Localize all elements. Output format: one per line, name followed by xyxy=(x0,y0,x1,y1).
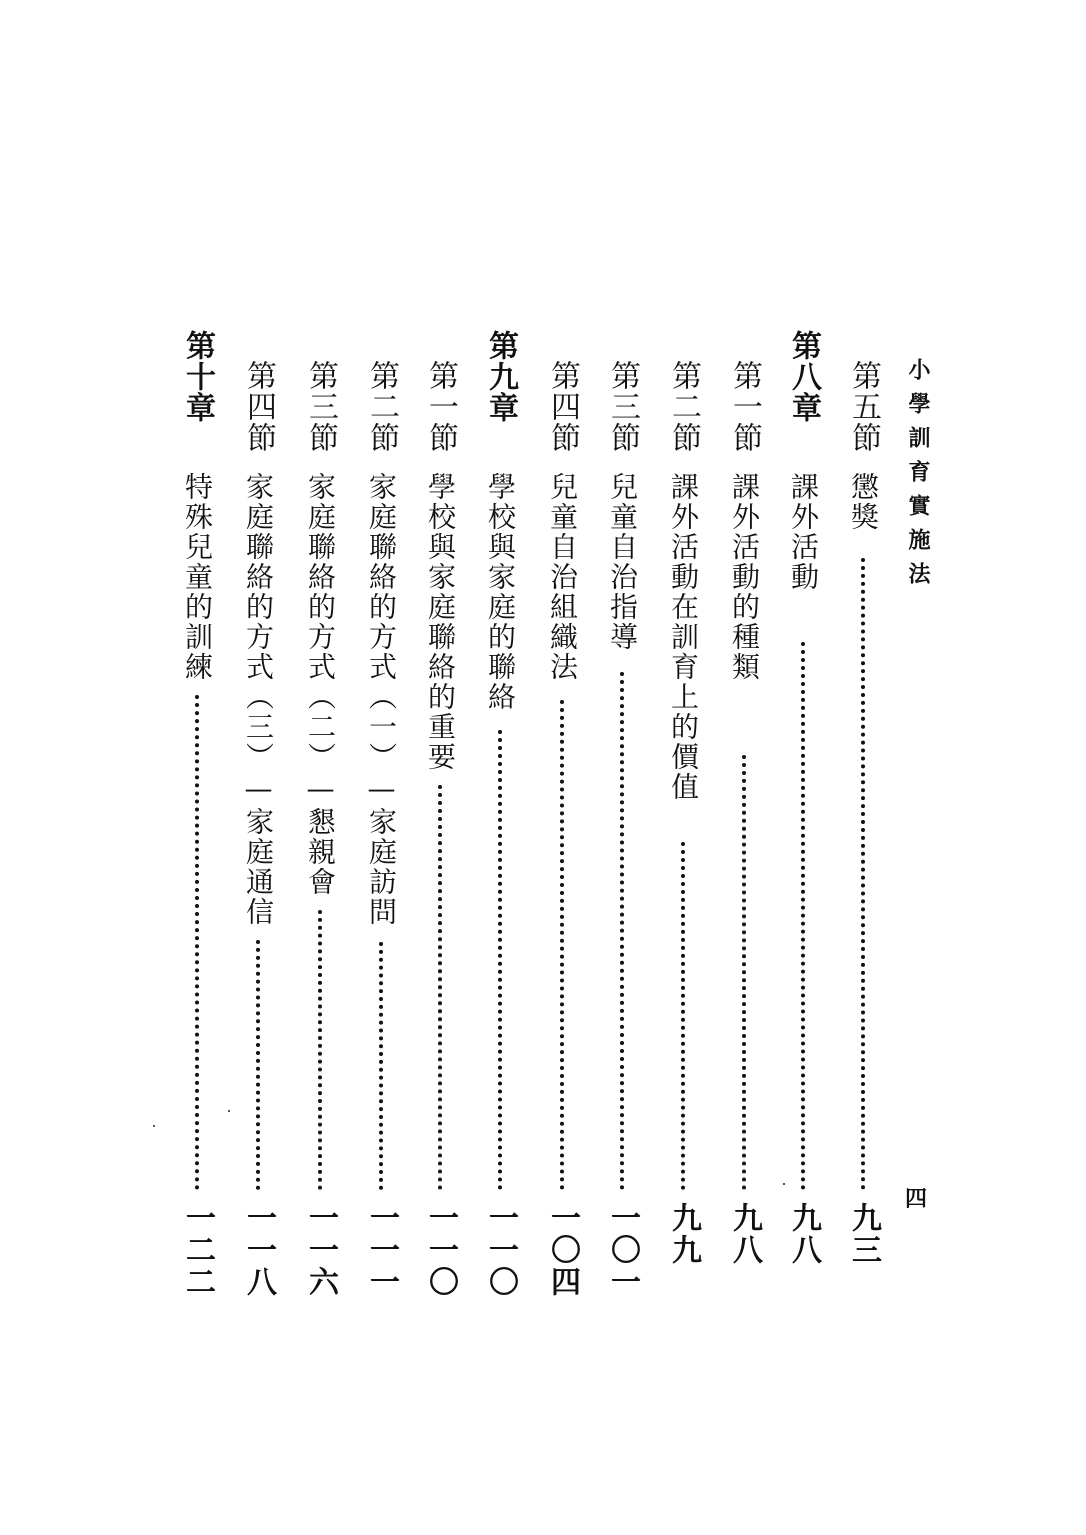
dot-leader xyxy=(195,695,203,1190)
toc-entry-chapter xyxy=(177,330,217,1310)
toc-entry-label: 第八章 xyxy=(786,330,821,423)
toc-entry xyxy=(724,330,764,1310)
running-header-page-number: 四 xyxy=(905,1186,928,1212)
toc-entry-label: 第三節 xyxy=(605,360,640,453)
toc-entry xyxy=(300,330,340,1310)
toc-entry-label: 第四節 xyxy=(545,360,580,453)
running-header-title: 小學訓育實施法 xyxy=(905,358,931,596)
toc-entry-title: 學校與家庭的聯絡 xyxy=(484,472,517,712)
toc-entry-label: 第三節 xyxy=(303,360,338,453)
toc-entry xyxy=(420,330,460,1310)
dot-leader xyxy=(742,755,750,1190)
toc-entry-page: 一一六 xyxy=(303,1202,338,1298)
toc-entry-title: 懲獎 xyxy=(847,472,880,532)
toc-entry-label: 第一節 xyxy=(727,360,762,453)
toc-entry-title: 課外活動 xyxy=(787,472,820,592)
toc-entry-page: 九八 xyxy=(786,1202,821,1266)
toc-entry-page: 九三 xyxy=(846,1202,881,1266)
toc-entry-label: 第九章 xyxy=(483,330,518,423)
toc-entry-title: 學校與家庭聯絡的重要 xyxy=(424,472,457,772)
scan-speck xyxy=(153,1125,155,1127)
toc-entry-label: 第二節 xyxy=(666,360,701,453)
toc-entry-label: 第一節 xyxy=(423,360,458,453)
toc-entry xyxy=(542,330,582,1310)
toc-entry-title: 家庭聯絡的方式（一）—家庭訪問 xyxy=(365,472,398,927)
toc-entry-title: 兒童自治組織法 xyxy=(546,472,579,682)
toc-entry-title: 家庭聯絡的方式（二）—懇親會 xyxy=(304,472,337,897)
toc-entry xyxy=(663,330,703,1310)
dot-leader xyxy=(801,642,809,1190)
toc-entry xyxy=(602,330,642,1310)
toc-entry-label: 第十章 xyxy=(180,330,215,423)
dot-leader xyxy=(438,785,446,1190)
dot-leader xyxy=(560,700,568,1190)
toc-entry-title: 課外活動在訓育上的價值 xyxy=(667,472,700,802)
toc-entry-label: 第四節 xyxy=(241,360,276,453)
toc-entry-title: 課外活動的種類 xyxy=(728,472,761,682)
toc-entry-title: 兒童自治指導 xyxy=(606,472,639,652)
dot-leader xyxy=(498,730,506,1190)
toc-entry xyxy=(361,330,401,1310)
toc-entry-title: 家庭聯絡的方式（三）—家庭通信 xyxy=(242,472,275,927)
toc-entry-page: 九八 xyxy=(727,1202,762,1266)
toc-entry-page: 一〇四 xyxy=(545,1202,580,1298)
dot-leader xyxy=(861,558,869,1190)
dot-leader xyxy=(256,940,264,1190)
dot-leader xyxy=(379,942,387,1190)
scan-speck xyxy=(783,1183,785,1185)
toc-entry-page: 一一八 xyxy=(241,1202,276,1298)
dot-leader xyxy=(620,672,628,1190)
toc-entry-page: 一二二 xyxy=(180,1202,215,1298)
toc-entry xyxy=(843,330,883,1310)
toc-entry xyxy=(238,330,278,1310)
toc-entry-page: 一一〇 xyxy=(423,1202,458,1298)
toc-entry-title: 特殊兒童的訓練 xyxy=(181,472,214,682)
toc-entry-page: 九九 xyxy=(666,1202,701,1266)
toc-entry-chapter xyxy=(480,330,520,1310)
toc-entry-page: 一一〇 xyxy=(483,1202,518,1298)
toc-entry-page: 一〇一 xyxy=(605,1202,640,1298)
dot-leader xyxy=(681,842,689,1190)
toc-entry-label: 第二節 xyxy=(364,360,399,453)
toc-entry-page: 一一一 xyxy=(364,1202,399,1298)
toc-entry-chapter xyxy=(783,330,823,1310)
scan-speck xyxy=(228,1110,230,1112)
dot-leader xyxy=(318,910,326,1190)
toc-entry-label: 第五節 xyxy=(846,360,881,453)
